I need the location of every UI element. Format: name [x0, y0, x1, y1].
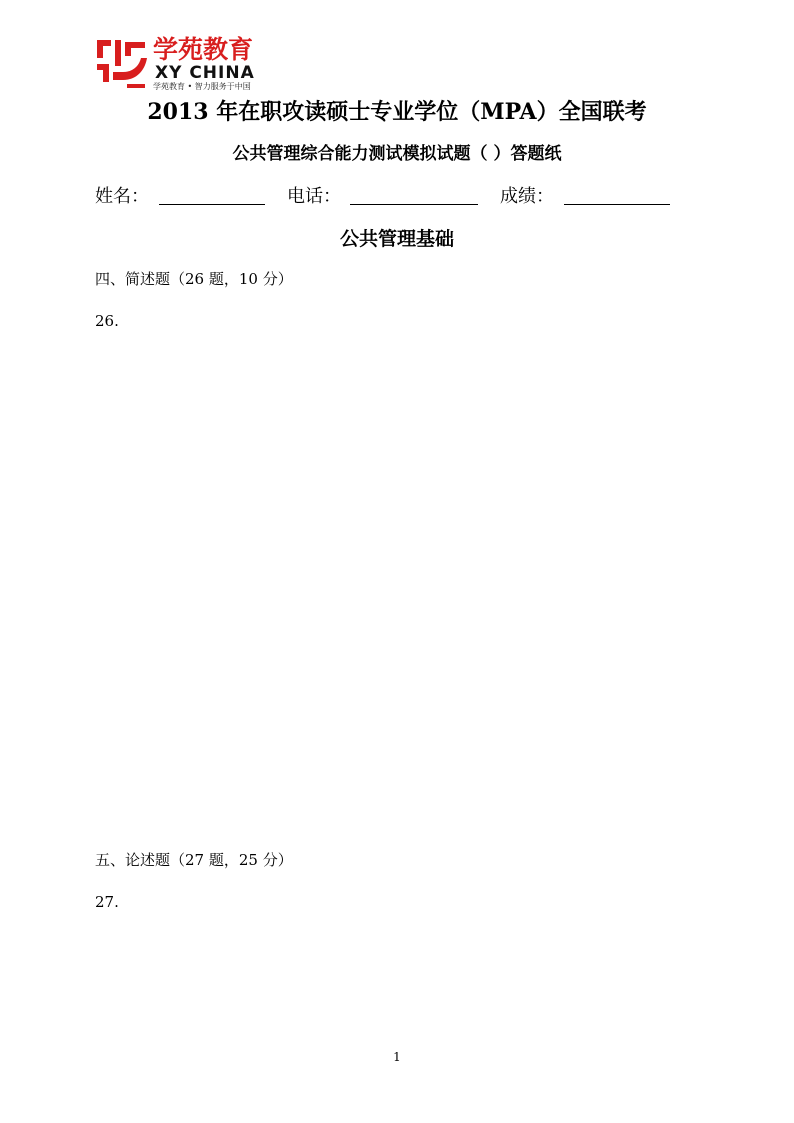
name-label: 姓名：	[95, 186, 149, 207]
logo-name-cn: 学苑教育	[153, 35, 254, 64]
question-number-27: 27.	[95, 893, 119, 911]
answer-area-26[interactable]	[95, 340, 695, 840]
question-number-26: 26.	[95, 312, 119, 330]
section-title: 公共管理基础	[339, 228, 454, 250]
score-field[interactable]	[564, 204, 670, 205]
phone-label: 电话：	[287, 186, 341, 207]
phone-field[interactable]	[350, 204, 478, 205]
brand-logo	[93, 36, 273, 92]
exam-subtitle: 公共管理综合能力测试模拟试题（ ）答题纸	[232, 144, 562, 164]
logo-mark-icon	[93, 36, 149, 88]
question-heading-essay: 五、论述题（27 题，25 分）	[95, 851, 293, 869]
exam-title: 2013 年在职攻读硕士专业学位（MPA）全国联考	[147, 99, 647, 125]
name-field[interactable]	[159, 204, 265, 205]
answer-area-27[interactable]	[95, 920, 695, 1040]
question-heading-short-answer: 四、简述题（26 题，10 分）	[95, 270, 293, 288]
score-label: 成绩：	[500, 186, 554, 207]
logo-slogan: 学苑教育 • 智力服务于中国	[153, 82, 251, 91]
logo-name-en: XY CHINA	[155, 63, 255, 83]
page-number: 1	[393, 1050, 401, 1064]
